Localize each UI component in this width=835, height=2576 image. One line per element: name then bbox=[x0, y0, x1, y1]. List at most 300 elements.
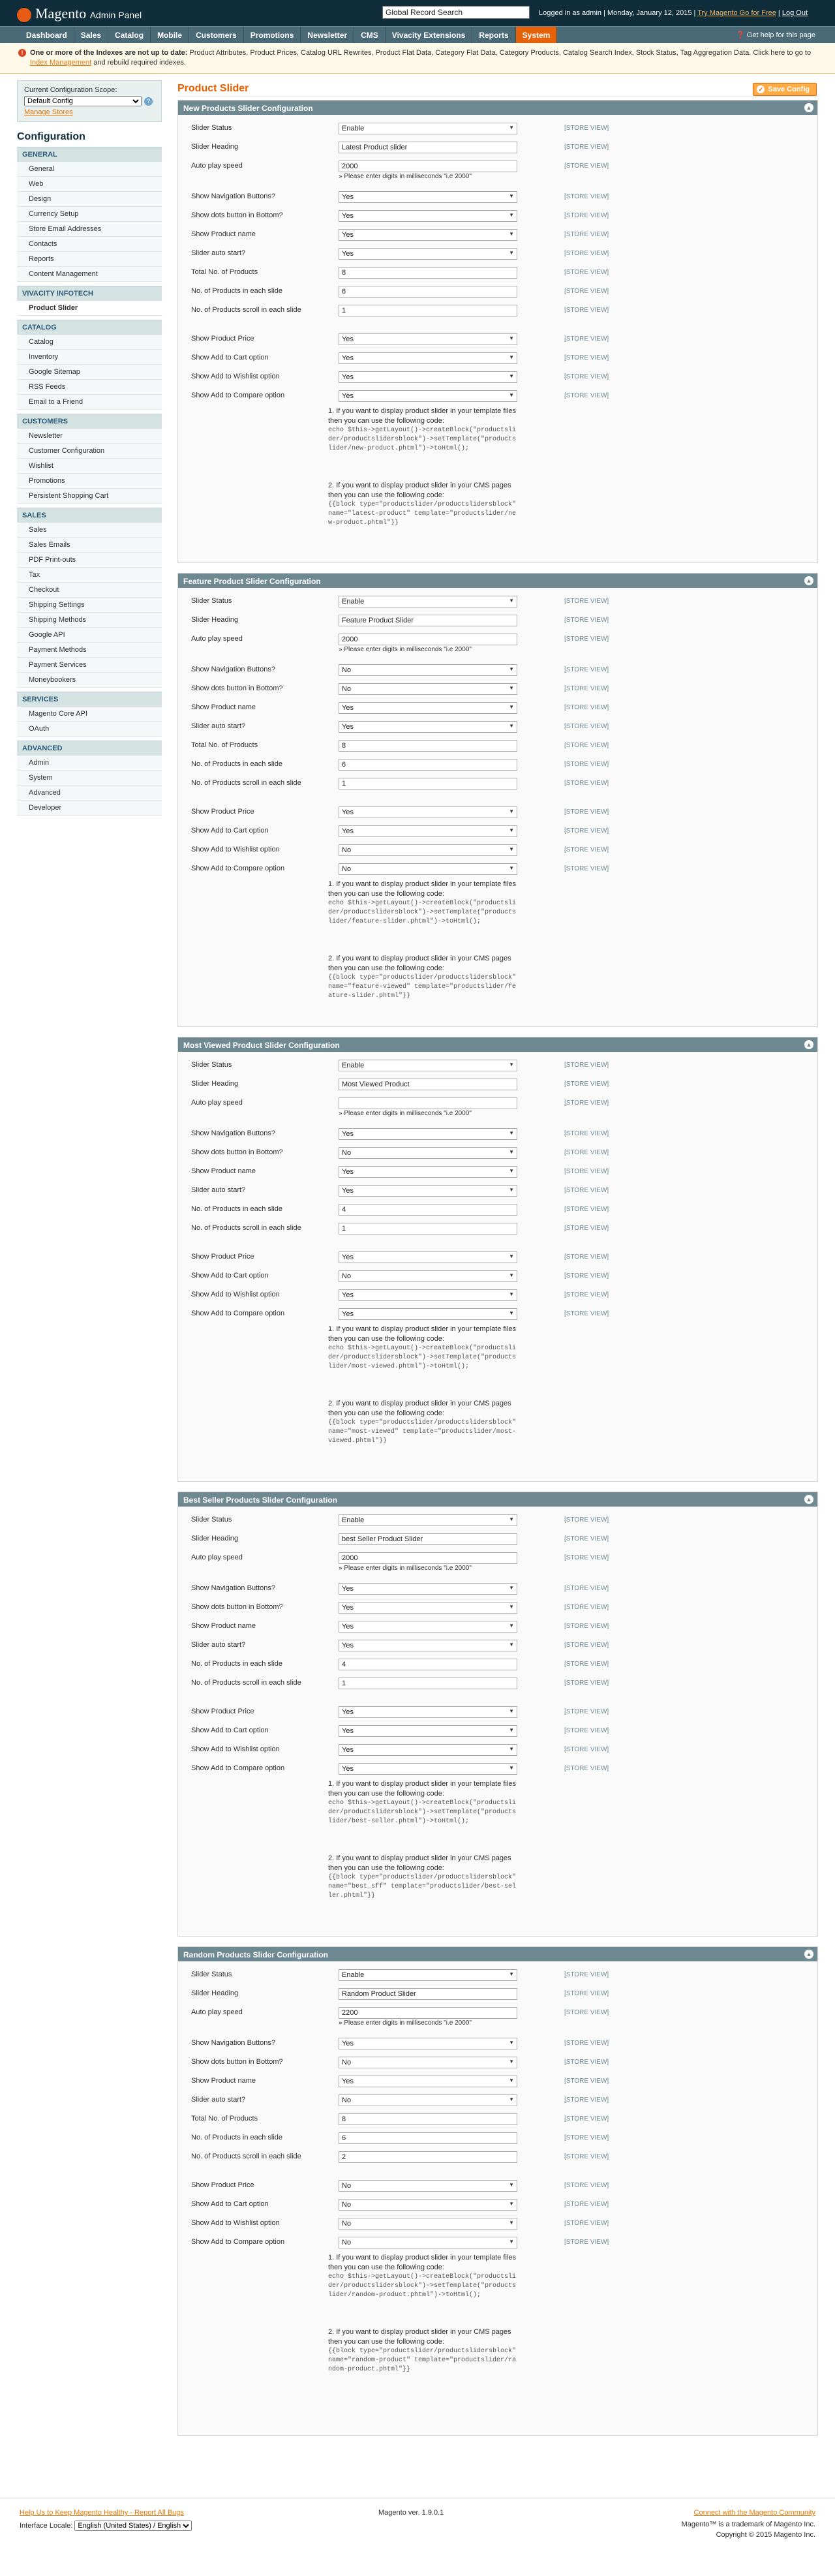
store-view-label: [STORE VIEW] bbox=[564, 1727, 609, 1734]
nav-item[interactable]: Promotions bbox=[244, 27, 301, 44]
sidebar-item[interactable]: OAuth bbox=[17, 722, 162, 737]
usage-help-cms: 2. If you want to display product slider in your CMS pages then you can use the following code: {{block type="productslider/productslidersblock" name="most-viewed" template="productslider/most-viewed.phtml"}} bbox=[328, 1400, 517, 1445]
config-row: Show Add to Cart option Yes ▼ [STORE VIEW] bbox=[191, 825, 804, 840]
text-input[interactable]: Latest Product slider bbox=[339, 142, 517, 153]
nav-item[interactable]: Reports bbox=[472, 27, 515, 44]
select-dropdown[interactable]: No ▼ bbox=[339, 844, 517, 856]
sidebar-item[interactable]: Google API bbox=[17, 628, 162, 643]
store-view-label: [STORE VIEW] bbox=[564, 1535, 609, 1542]
config-row: Show Product name Yes ▼ [STORE VIEW] bbox=[191, 1621, 804, 1635]
nav-item[interactable]: System bbox=[516, 27, 558, 44]
select-dropdown[interactable]: No ▼ bbox=[339, 2180, 517, 2192]
store-view-label: [STORE VIEW] bbox=[564, 288, 609, 295]
store-view-label: [STORE VIEW] bbox=[564, 1554, 609, 1561]
config-row: Show Product Price Yes ▼ [STORE VIEW] bbox=[191, 333, 804, 348]
store-view-label: [STORE VIEW] bbox=[564, 335, 609, 343]
select-dropdown[interactable]: Yes ▼ bbox=[339, 1706, 517, 1718]
store-view-label: [STORE VIEW] bbox=[564, 617, 609, 624]
config-row: Show Add to Wishlist option Yes ▼ [STORE VIEW] bbox=[191, 371, 804, 386]
select-dropdown[interactable]: Yes ▼ bbox=[339, 1185, 517, 1197]
select-dropdown[interactable]: Enable ▼ bbox=[339, 123, 517, 134]
store-view-label: [STORE VIEW] bbox=[564, 2115, 609, 2123]
config-row: Show dots button in Bottom? No ▼ [STORE VIEW] bbox=[191, 683, 804, 698]
config-row: Slider Status Enable ▼ [STORE VIEW] bbox=[191, 1060, 804, 1074]
select-dropdown[interactable]: No ▼ bbox=[339, 863, 517, 875]
config-section bbox=[177, 1492, 818, 1937]
select-dropdown[interactable]: Yes ▼ bbox=[339, 352, 517, 364]
store-view-label: [STORE VIEW] bbox=[564, 250, 609, 257]
store-view-label: [STORE VIEW] bbox=[564, 1225, 609, 1232]
usage-help-template: 1. If you want to display product slider in your template files then you can use the following code: echo $this->getLayout()->createBlock("productslider/productslidersblock")->setTemplate("productslider/random-product.phtml")->toHtml(); bbox=[328, 2254, 517, 2299]
config-section bbox=[177, 100, 818, 563]
config-row: Show Add to Compare option No ▼ [STORE VIEW] bbox=[191, 863, 804, 878]
config-row: No. of Products in each slide 6 [STORE VIEW] bbox=[191, 286, 804, 300]
nav-item[interactable]: Mobile bbox=[151, 27, 189, 44]
scope-switcher: Current Configuration Scope: Default Config? Manage Stores bbox=[17, 80, 162, 122]
text-input[interactable]: 6 bbox=[339, 286, 517, 298]
config-row: Slider Status Enable ▼ [STORE VIEW] bbox=[191, 1514, 804, 1529]
help-icon[interactable]: ? bbox=[144, 97, 153, 106]
index-notice: ! One or more of the Indexes are not up to date: Product Attributes, Product Prices, Catalog URL Rewrites, Product Flat Data, Category Flat Data, Category Products, Catalog Search Index, Stock Status, Tag Aggregation Data. Click here to go to Index Management and rebuild required indexes. bbox=[0, 43, 835, 74]
usage-help-cms: 2. If you want to display product slider in your CMS pages then you can use the following code: {{block type="productslider/productslidersblock" name="latest-product" template="productslider/new-product.phtml"}} bbox=[328, 482, 517, 527]
sidebar-item[interactable]: Advanced bbox=[17, 786, 162, 801]
usage-help-cms: 2. If you want to display product slider in your CMS pages then you can use the following code: {{block type="productslider/productslidersblock" name="best_sff" template="productslider/best-seller.phtml"}} bbox=[328, 1854, 517, 1899]
sidebar-item[interactable]: Store Email Addresses bbox=[17, 222, 162, 237]
config-row: Slider Heading Feature Product Slider [STORE VIEW] bbox=[191, 615, 804, 629]
save-config-button[interactable]: ✓ Save Config bbox=[753, 83, 817, 96]
config-row: Show dots button in Bottom? Yes ▼ [STORE VIEW] bbox=[191, 1602, 804, 1616]
select-dropdown[interactable]: No ▼ bbox=[339, 2057, 517, 2068]
nav-item[interactable]: Dashboard bbox=[20, 27, 74, 44]
sidebar-group-header: GENERAL bbox=[17, 147, 162, 162]
magento-logo-icon bbox=[17, 8, 31, 22]
store-view-label: [STORE VIEW] bbox=[564, 1291, 609, 1298]
nav-item[interactable]: CMS bbox=[354, 27, 386, 44]
text-input[interactable]: 2000 bbox=[339, 1552, 517, 1564]
config-row: Show dots button in Bottom? No ▼ [STORE VIEW] bbox=[191, 1147, 804, 1161]
speed-note: » Please enter digits in milliseconds "i.e 2000" bbox=[339, 1565, 472, 1572]
manage-stores-link[interactable]: Manage Stores bbox=[24, 108, 73, 116]
sidebar-item[interactable]: Payment Methods bbox=[17, 643, 162, 658]
config-row: No. of Products scroll in each slide 1 [STORE VIEW] bbox=[191, 778, 804, 792]
usage-help-template: 1. If you want to display product slider in your template files then you can use the following code: echo $this->getLayout()->createBlock("productslider/productslidersblock")->setTemplate("productslider/best-seller.phtml")->toHtml(); bbox=[328, 1780, 517, 1825]
nav-item[interactable]: Vivacity Extensions bbox=[386, 27, 473, 44]
store-view-label: [STORE VIEW] bbox=[564, 2009, 609, 2016]
config-row: Show Product name Yes ▼ [STORE VIEW] bbox=[191, 229, 804, 243]
config-row: Show Add to Compare option Yes ▼ [STORE VIEW] bbox=[191, 390, 804, 405]
store-view-label: [STORE VIEW] bbox=[564, 598, 609, 605]
sidebar-item[interactable]: Newsletter bbox=[17, 429, 162, 444]
collapse-icon[interactable]: ▲ bbox=[804, 1950, 813, 1959]
select-dropdown[interactable]: Yes ▼ bbox=[339, 371, 517, 383]
config-row: Show Navigation Buttons? Yes ▼ [STORE VIEW] bbox=[191, 2038, 804, 2052]
store-view-label: [STORE VIEW] bbox=[564, 392, 609, 399]
sidebar-item[interactable]: Wishlist bbox=[17, 459, 162, 474]
collapse-icon[interactable]: ▲ bbox=[804, 576, 813, 585]
store-view-label: [STORE VIEW] bbox=[564, 212, 609, 219]
sidebar-item[interactable]: Magento Core API bbox=[17, 707, 162, 722]
config-row: Slider auto start? Yes ▼ [STORE VIEW] bbox=[191, 248, 804, 262]
config-row: Slider auto start? Yes ▼ [STORE VIEW] bbox=[191, 721, 804, 735]
store-view-label: [STORE VIEW] bbox=[564, 1516, 609, 1524]
select-dropdown[interactable]: Enable ▼ bbox=[339, 1060, 517, 1071]
text-input[interactable]: 1 bbox=[339, 305, 517, 316]
sidebar-title: Configuration bbox=[17, 131, 85, 142]
store-view-label: [STORE VIEW] bbox=[564, 636, 609, 643]
sidebar-item[interactable]: Sales Emails bbox=[17, 538, 162, 553]
store-view-label: [STORE VIEW] bbox=[564, 1081, 609, 1088]
select-dropdown[interactable]: Yes ▼ bbox=[339, 1583, 517, 1595]
sidebar-item[interactable]: Product Slider bbox=[17, 301, 162, 316]
speed-note: » Please enter digits in milliseconds "i.e 2000" bbox=[339, 646, 472, 653]
scope-select[interactable] bbox=[24, 96, 142, 106]
config-row: Show Navigation Buttons? No ▼ [STORE VIEW] bbox=[191, 664, 804, 679]
select-dropdown[interactable]: Yes ▼ bbox=[339, 825, 517, 837]
config-row: Show Product Price Yes ▼ [STORE VIEW] bbox=[191, 806, 804, 821]
text-input[interactable]: Most Viewed Product bbox=[339, 1079, 517, 1090]
note-bullet-icon: » bbox=[339, 1565, 344, 1572]
main-content bbox=[177, 80, 818, 2373]
store-view-label: [STORE VIEW] bbox=[564, 666, 609, 673]
store-view-label: [STORE VIEW] bbox=[564, 2040, 609, 2047]
select-dropdown[interactable]: Yes ▼ bbox=[339, 806, 517, 818]
sidebar-item[interactable]: Promotions bbox=[17, 474, 162, 489]
text-input[interactable]: 8 bbox=[339, 2113, 517, 2125]
warning-icon: ! bbox=[18, 49, 26, 57]
sidebar-group-header: SERVICES bbox=[17, 692, 162, 707]
config-row: No. of Products scroll in each slide 2 [STORE VIEW] bbox=[191, 2151, 804, 2166]
usage-help-cms: 2. If you want to display product slider in your CMS pages then you can use the following code: {{block type="productslider/productslidersblock" name="feature-viewed" template="productslider/feature-slider.phtml"}} bbox=[328, 955, 517, 1000]
copyright-text: Copyright © 2015 Magento Inc. bbox=[716, 2531, 815, 2539]
section-header[interactable]: Random Products Slider Configuration ▲ bbox=[178, 1947, 817, 1961]
sidebar-item[interactable]: Reports bbox=[17, 252, 162, 267]
text-input[interactable]: 2000 bbox=[339, 161, 517, 172]
store-view-label: [STORE VIEW] bbox=[564, 704, 609, 711]
config-row: Show Navigation Buttons? Yes ▼ [STORE VIEW] bbox=[191, 1128, 804, 1142]
select-dropdown[interactable]: Yes ▼ bbox=[339, 1166, 517, 1178]
nav-item[interactable]: Customers bbox=[189, 27, 244, 44]
global-search-input[interactable]: Global Record Search bbox=[382, 6, 530, 19]
select-dropdown[interactable]: Yes ▼ bbox=[339, 702, 517, 714]
select-dropdown[interactable]: Yes ▼ bbox=[339, 191, 517, 203]
text-input[interactable] bbox=[339, 1097, 517, 1109]
section-header[interactable]: New Products Slider Configuration ▲ bbox=[178, 100, 817, 115]
store-view-label: [STORE VIEW] bbox=[564, 846, 609, 853]
select-dropdown[interactable]: Yes ▼ bbox=[339, 721, 517, 733]
store-view-label: [STORE VIEW] bbox=[564, 144, 609, 151]
speed-note: » Please enter digits in milliseconds "i.e 2000" bbox=[339, 173, 472, 180]
sidebar-item[interactable]: System bbox=[17, 771, 162, 786]
store-view-label: [STORE VIEW] bbox=[564, 780, 609, 787]
section-header[interactable]: Best Seller Products Slider Configuration ▲ bbox=[178, 1492, 817, 1507]
help-link[interactable]: ❓ Get help for this page bbox=[736, 31, 815, 39]
text-input[interactable]: 6 bbox=[339, 759, 517, 771]
store-view-label: [STORE VIEW] bbox=[564, 2220, 609, 2227]
select-dropdown[interactable]: Yes ▼ bbox=[339, 1725, 517, 1737]
text-input[interactable]: Feature Product Slider bbox=[339, 615, 517, 626]
text-input[interactable]: 4 bbox=[339, 1659, 517, 1670]
page-title: Product Slider bbox=[177, 80, 818, 97]
store-view-label: [STORE VIEW] bbox=[564, 827, 609, 835]
config-row: Show dots button in Bottom? No ▼ [STORE VIEW] bbox=[191, 2057, 804, 2071]
select-dropdown[interactable]: Yes ▼ bbox=[339, 1289, 517, 1301]
sidebar-item[interactable]: Google Sitemap bbox=[17, 365, 162, 380]
sidebar-item[interactable]: Tax bbox=[17, 568, 162, 583]
select-dropdown[interactable]: No ▼ bbox=[339, 2199, 517, 2211]
sidebar-item[interactable]: Contacts bbox=[17, 237, 162, 252]
config-row: Auto play speed [STORE VIEW] bbox=[191, 1097, 804, 1112]
store-view-label: [STORE VIEW] bbox=[564, 742, 609, 749]
store-view-label: [STORE VIEW] bbox=[564, 1168, 609, 1175]
config-section bbox=[177, 573, 818, 1027]
select-dropdown[interactable]: No ▼ bbox=[339, 683, 517, 695]
sidebar-item[interactable]: Customer Configuration bbox=[17, 444, 162, 459]
store-view-label: [STORE VIEW] bbox=[564, 1130, 609, 1137]
sidebar-item[interactable]: Catalog bbox=[17, 335, 162, 350]
store-view-label: [STORE VIEW] bbox=[564, 1206, 609, 1213]
config-row: Slider Status Enable ▼ [STORE VIEW] bbox=[191, 123, 804, 137]
store-view-label: [STORE VIEW] bbox=[564, 1642, 609, 1649]
config-row: No. of Products scroll in each slide 1 [STORE VIEW] bbox=[191, 1223, 804, 1237]
select-dropdown[interactable]: Enable ▼ bbox=[339, 1514, 517, 1526]
config-row: Slider Heading Most Viewed Product [STORE VIEW] bbox=[191, 1079, 804, 1093]
store-view-label: [STORE VIEW] bbox=[564, 193, 609, 200]
select-dropdown[interactable]: No ▼ bbox=[339, 2094, 517, 2106]
sidebar-item[interactable]: General bbox=[17, 162, 162, 177]
sidebar-item[interactable]: Shipping Methods bbox=[17, 613, 162, 628]
sidebar-item[interactable]: Design bbox=[17, 192, 162, 207]
store-view-label: [STORE VIEW] bbox=[564, 1099, 609, 1107]
select-dropdown[interactable]: Yes ▼ bbox=[339, 1128, 517, 1140]
locale-select[interactable] bbox=[74, 2521, 192, 2531]
community-link[interactable]: Connect with the Magento Community bbox=[693, 2509, 815, 2517]
store-view-label: [STORE VIEW] bbox=[564, 1990, 609, 1997]
collapse-icon[interactable]: ▲ bbox=[804, 103, 813, 112]
store-view-label: [STORE VIEW] bbox=[564, 1679, 609, 1687]
text-input[interactable]: 8 bbox=[339, 267, 517, 279]
sidebar-group-header: ADVANCED bbox=[17, 741, 162, 756]
section-header[interactable]: Feature Product Slider Configuration ▲ bbox=[178, 574, 817, 588]
logged-in-text: Logged in as admin bbox=[539, 9, 602, 17]
config-row: Show Add to Cart option Yes ▼ [STORE VIEW] bbox=[191, 1725, 804, 1740]
index-management-link[interactable]: Index Management bbox=[30, 59, 92, 67]
store-view-label: [STORE VIEW] bbox=[564, 2153, 609, 2160]
try-magento-go-link[interactable]: Try Magento Go for Free bbox=[697, 9, 776, 17]
sidebar-group-header: SALES bbox=[17, 508, 162, 523]
config-row: Show dots button in Bottom? Yes ▼ [STORE VIEW] bbox=[191, 210, 804, 224]
store-view-label: [STORE VIEW] bbox=[564, 2096, 609, 2104]
store-view-label: [STORE VIEW] bbox=[564, 1971, 609, 1978]
sidebar-item[interactable]: Moneybookers bbox=[17, 673, 162, 688]
config-section bbox=[177, 1946, 818, 2436]
store-view-label: [STORE VIEW] bbox=[564, 1062, 609, 1069]
select-dropdown[interactable]: Yes ▼ bbox=[339, 1640, 517, 1651]
version-text: Magento ver. 1.9.0.1 bbox=[378, 2509, 444, 2517]
store-view-label: [STORE VIEW] bbox=[564, 2134, 609, 2141]
config-row: Total No. of Products 8 [STORE VIEW] bbox=[191, 740, 804, 754]
text-input[interactable]: 1 bbox=[339, 1678, 517, 1689]
select-dropdown[interactable]: Yes ▼ bbox=[339, 1621, 517, 1633]
select-dropdown[interactable]: No ▼ bbox=[339, 664, 517, 676]
config-row: Auto play speed 2200 [STORE VIEW] bbox=[191, 2007, 804, 2021]
sidebar-item[interactable]: Inventory bbox=[17, 350, 162, 365]
config-row: Slider Heading Latest Product slider [STORE VIEW] bbox=[191, 142, 804, 156]
config-row: Show Add to Cart option Yes ▼ [STORE VIEW] bbox=[191, 352, 804, 367]
speed-note: » Please enter digits in milliseconds "i.e 2000" bbox=[339, 1110, 472, 1117]
sidebar-item[interactable]: RSS Feeds bbox=[17, 380, 162, 395]
text-input[interactable]: 1 bbox=[339, 778, 517, 790]
speed-note: » Please enter digits in milliseconds "i.e 2000" bbox=[339, 2019, 472, 2027]
store-view-label: [STORE VIEW] bbox=[564, 2182, 609, 2189]
select-dropdown[interactable]: Yes ▼ bbox=[339, 333, 517, 345]
save-icon: ✓ bbox=[757, 85, 765, 93]
config-row: Show Add to Wishlist option No ▼ [STORE VIEW] bbox=[191, 2218, 804, 2232]
store-view-label: [STORE VIEW] bbox=[564, 2078, 609, 2085]
note-bullet-icon: » bbox=[339, 646, 344, 653]
sidebar-item[interactable]: Content Management bbox=[17, 267, 162, 282]
collapse-icon[interactable]: ▲ bbox=[804, 1495, 813, 1504]
config-row: No. of Products in each slide 6 [STORE VIEW] bbox=[191, 759, 804, 773]
text-input[interactable]: 8 bbox=[339, 740, 517, 752]
store-view-label: [STORE VIEW] bbox=[564, 307, 609, 314]
sidebar-item[interactable]: Email to a Friend bbox=[17, 395, 162, 410]
usage-help-template: 1. If you want to display product slider in your template files then you can use the following code: echo $this->getLayout()->createBlock("productslider/productslidersblock")->setTemplate("productslider/new-product.phtml")->toHtml(); bbox=[328, 407, 517, 452]
sidebar-item[interactable]: PDF Print-outs bbox=[17, 553, 162, 568]
store-view-label: [STORE VIEW] bbox=[564, 1765, 609, 1772]
sidebar-item[interactable]: Payment Services bbox=[17, 658, 162, 673]
store-view-label: [STORE VIEW] bbox=[564, 231, 609, 238]
store-view-label: [STORE VIEW] bbox=[564, 125, 609, 132]
select-dropdown[interactable]: Yes ▼ bbox=[339, 1602, 517, 1614]
select-dropdown[interactable]: Enable ▼ bbox=[339, 596, 517, 607]
note-bullet-icon: » bbox=[339, 173, 344, 180]
config-row: Auto play speed 2000 [STORE VIEW] bbox=[191, 634, 804, 648]
config-row: Show Navigation Buttons? Yes ▼ [STORE VIEW] bbox=[191, 1583, 804, 1597]
store-view-label: [STORE VIEW] bbox=[564, 1272, 609, 1280]
sidebar-item[interactable]: Shipping Settings bbox=[17, 598, 162, 613]
select-dropdown[interactable]: Yes ▼ bbox=[339, 390, 517, 402]
text-input[interactable]: 2000 bbox=[339, 634, 517, 645]
config-row: Show Add to Wishlist option Yes ▼ [STORE VIEW] bbox=[191, 1289, 804, 1304]
store-view-label: [STORE VIEW] bbox=[564, 1623, 609, 1630]
select-dropdown[interactable]: Yes ▼ bbox=[339, 1744, 517, 1756]
section-header[interactable]: Most Viewed Product Slider Configuration ▲ bbox=[178, 1037, 817, 1052]
config-row: Show Product Price Yes ▼ [STORE VIEW] bbox=[191, 1706, 804, 1721]
select-dropdown[interactable]: Yes ▼ bbox=[339, 2076, 517, 2087]
config-row: Slider Heading best Seller Product Slider [STORE VIEW] bbox=[191, 1533, 804, 1548]
config-row: Auto play speed 2000 [STORE VIEW] bbox=[191, 161, 804, 175]
config-row: Show Add to Compare option Yes ▼ [STORE VIEW] bbox=[191, 1763, 804, 1777]
store-view-label: [STORE VIEW] bbox=[564, 1149, 609, 1156]
config-row: Show Product name Yes ▼ [STORE VIEW] bbox=[191, 2076, 804, 2090]
select-dropdown[interactable]: Yes ▼ bbox=[339, 1308, 517, 1320]
config-row: Slider Status Enable ▼ [STORE VIEW] bbox=[191, 1969, 804, 1984]
nav-item[interactable]: Sales bbox=[74, 27, 108, 44]
sidebar-item[interactable]: Currency Setup bbox=[17, 207, 162, 222]
select-dropdown[interactable]: Enable ▼ bbox=[339, 1969, 517, 1981]
config-row: Show Add to Cart option No ▼ [STORE VIEW] bbox=[191, 1270, 804, 1285]
usage-help-template: 1. If you want to display product slider in your template files then you can use the following code: echo $this->getLayout()->createBlock("productslider/productslidersblock")->setTemplate("productslider/feature-slider.phtml")->toHtml(); bbox=[328, 880, 517, 925]
config-row: No. of Products scroll in each slide 1 [STORE VIEW] bbox=[191, 305, 804, 319]
select-dropdown[interactable]: Yes ▼ bbox=[339, 229, 517, 241]
text-input[interactable]: 6 bbox=[339, 2132, 517, 2144]
store-view-label: [STORE VIEW] bbox=[564, 761, 609, 768]
store-view-label: [STORE VIEW] bbox=[564, 1661, 609, 1668]
store-view-label: [STORE VIEW] bbox=[564, 1253, 609, 1261]
report-bugs-link[interactable]: Help Us to Keep Magento Healthy - Report All Bugs bbox=[20, 2509, 184, 2517]
select-dropdown[interactable]: No ▼ bbox=[339, 1270, 517, 1282]
store-view-label: [STORE VIEW] bbox=[564, 162, 609, 170]
config-row: Show Add to Cart option No ▼ [STORE VIEW] bbox=[191, 2199, 804, 2213]
text-input[interactable]: 1 bbox=[339, 1223, 517, 1234]
config-row: Show Product name Yes ▼ [STORE VIEW] bbox=[191, 1166, 804, 1180]
logout-link[interactable]: Log Out bbox=[782, 9, 808, 17]
text-input[interactable]: 2 bbox=[339, 2151, 517, 2163]
sidebar-group-header: CATALOG bbox=[17, 320, 162, 335]
store-view-label: [STORE VIEW] bbox=[564, 373, 609, 380]
collapse-icon[interactable]: ▲ bbox=[804, 1040, 813, 1049]
config-section bbox=[177, 1037, 818, 1482]
select-dropdown[interactable]: Yes ▼ bbox=[339, 1763, 517, 1775]
magento-logo[interactable]: Magento Admin Panel bbox=[17, 5, 142, 22]
config-row: No. of Products in each slide 4 [STORE VIEW] bbox=[191, 1659, 804, 1673]
select-dropdown[interactable]: No ▼ bbox=[339, 2218, 517, 2230]
sidebar-item[interactable]: Persistent Shopping Cart bbox=[17, 489, 162, 504]
sidebar-item[interactable]: Admin bbox=[17, 756, 162, 771]
store-view-label: [STORE VIEW] bbox=[564, 1604, 609, 1611]
store-view-label: [STORE VIEW] bbox=[564, 1187, 609, 1194]
text-input[interactable]: Random Product Slider bbox=[339, 1988, 517, 2000]
store-view-label: [STORE VIEW] bbox=[564, 1585, 609, 1592]
store-view-label: [STORE VIEW] bbox=[564, 354, 609, 361]
sidebar-item[interactable]: Checkout bbox=[17, 583, 162, 598]
store-view-label: [STORE VIEW] bbox=[564, 685, 609, 692]
select-dropdown[interactable]: Yes ▼ bbox=[339, 248, 517, 260]
sidebar-item[interactable]: Web bbox=[17, 177, 162, 192]
text-input[interactable]: best Seller Product Slider bbox=[339, 1533, 517, 1545]
select-dropdown[interactable]: Yes ▼ bbox=[339, 1251, 517, 1263]
select-dropdown[interactable]: Yes ▼ bbox=[339, 2038, 517, 2049]
config-row: Total No. of Products 8 [STORE VIEW] bbox=[191, 267, 804, 281]
config-row: Auto play speed 2000 [STORE VIEW] bbox=[191, 1552, 804, 1567]
config-row: Total No. of Products 8 [STORE VIEW] bbox=[191, 2113, 804, 2128]
nav-item[interactable]: Newsletter bbox=[301, 27, 354, 44]
store-view-label: [STORE VIEW] bbox=[564, 1746, 609, 1753]
select-dropdown[interactable]: No ▼ bbox=[339, 1147, 517, 1159]
sidebar-item[interactable]: Sales bbox=[17, 523, 162, 538]
sidebar-item[interactable]: Developer bbox=[17, 801, 162, 816]
store-view-label: [STORE VIEW] bbox=[564, 865, 609, 872]
usage-help-template: 1. If you want to display product slider in your template files then you can use the following code: echo $this->getLayout()->createBlock("productslider/productslidersblock")->setTemplate("productslider/most-viewed.phtml")->toHtml(); bbox=[328, 1325, 517, 1370]
config-row: Show Add to Wishlist option No ▼ [STORE VIEW] bbox=[191, 844, 804, 859]
config-row: Slider auto start? No ▼ [STORE VIEW] bbox=[191, 2094, 804, 2109]
config-row: Show Add to Compare option No ▼ [STORE VIEW] bbox=[191, 2237, 804, 2251]
nav-item[interactable]: Catalog bbox=[108, 27, 151, 44]
config-row: No. of Products in each slide 4 [STORE VIEW] bbox=[191, 1204, 804, 1218]
store-view-label: [STORE VIEW] bbox=[564, 2239, 609, 2246]
store-view-label: [STORE VIEW] bbox=[564, 1310, 609, 1317]
config-row: Show Product Price Yes ▼ [STORE VIEW] bbox=[191, 1251, 804, 1266]
text-input[interactable]: 4 bbox=[339, 1204, 517, 1216]
select-dropdown[interactable]: No ▼ bbox=[339, 2237, 517, 2248]
config-row: Slider auto start? Yes ▼ [STORE VIEW] bbox=[191, 1640, 804, 1654]
footer: Help Us to Keep Magento Healthy - Report All Bugs Interface Locale: English (United States) / English Magento ver. 1.9.0.1 Connect with the Magento Community Magento™ is a trademark of Magento Inc. Copyright © 2015 Magento Inc. bbox=[0, 2498, 835, 2576]
text-input[interactable]: 2200 bbox=[339, 2007, 517, 2019]
config-row: Show Add to Wishlist option Yes ▼ [STORE VIEW] bbox=[191, 1744, 804, 1758]
store-view-label: [STORE VIEW] bbox=[564, 2059, 609, 2066]
select-dropdown[interactable]: Yes ▼ bbox=[339, 210, 517, 222]
store-view-label: [STORE VIEW] bbox=[564, 1708, 609, 1715]
